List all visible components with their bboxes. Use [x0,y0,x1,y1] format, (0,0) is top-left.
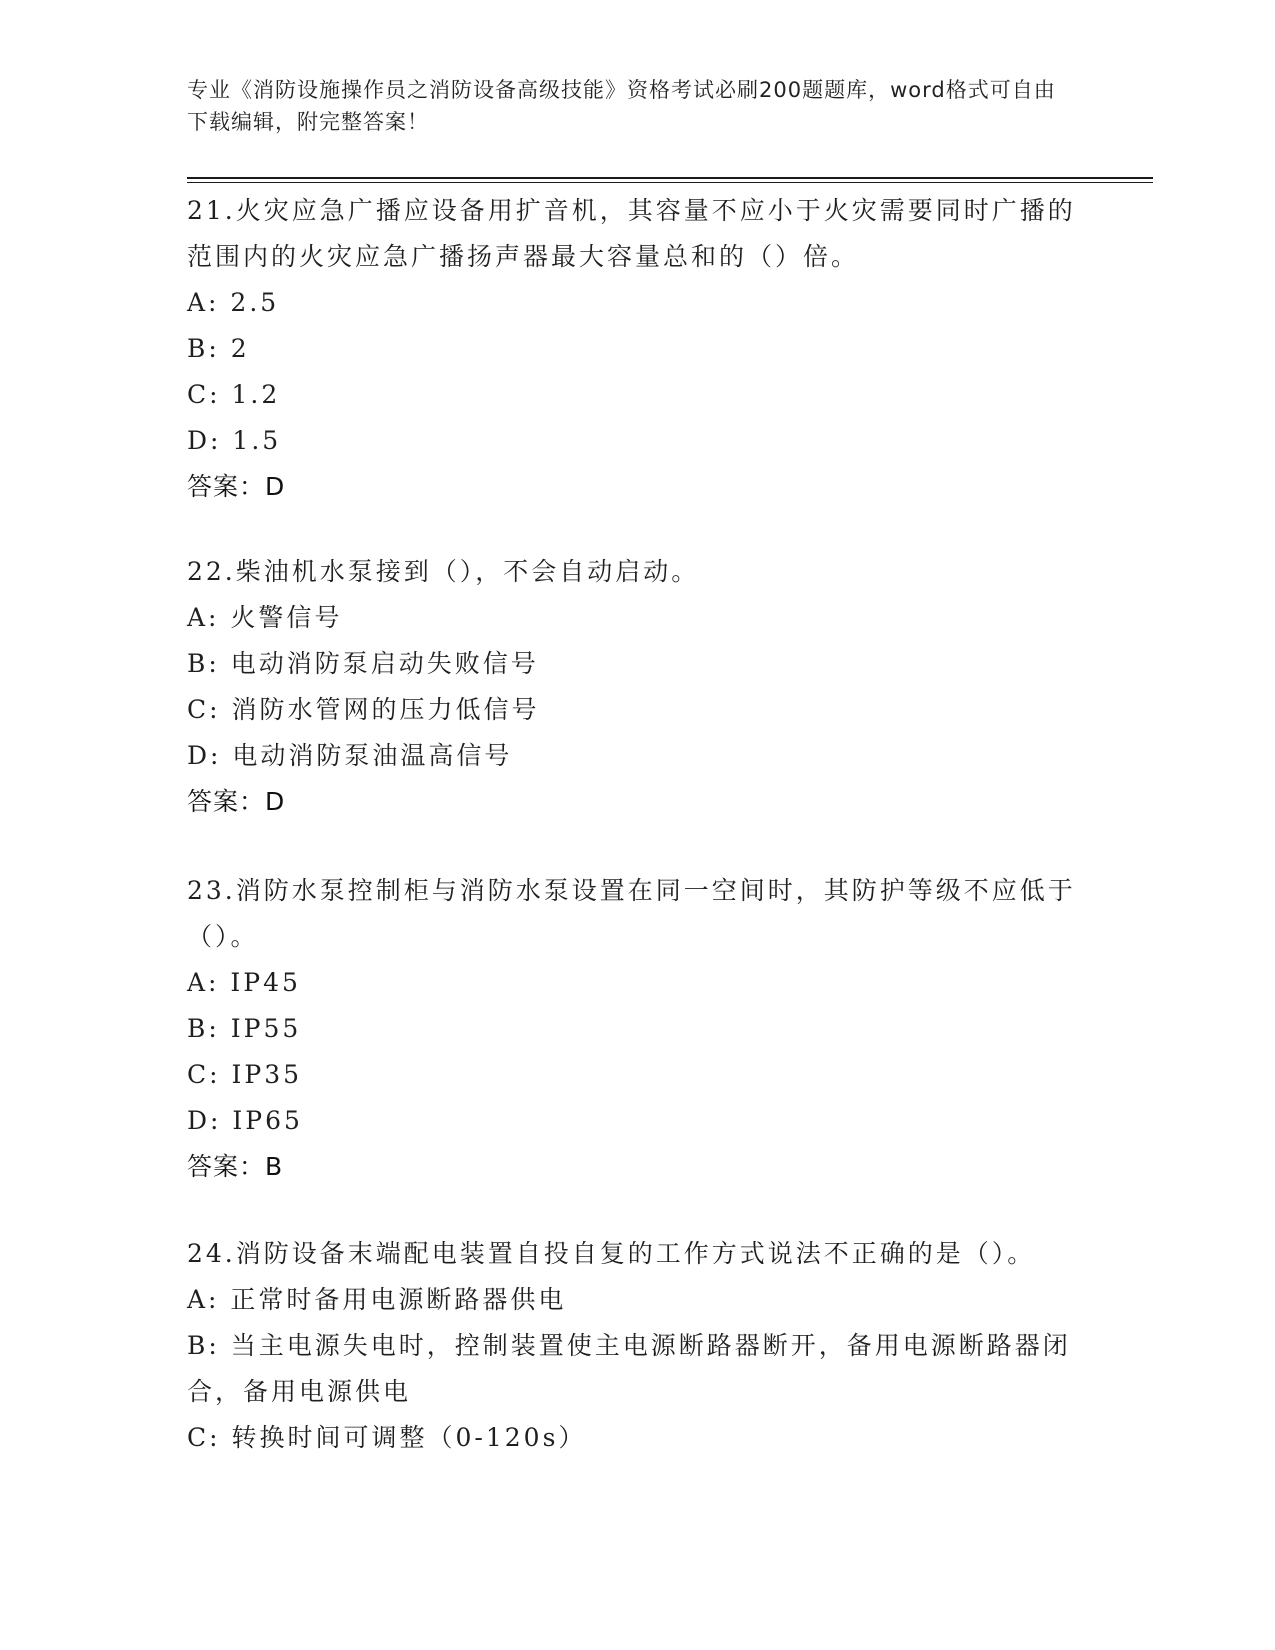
question-24 [187,1231,1087,1461]
option-b: B: 2 [187,334,250,363]
option-c: C: IP35 [187,1060,303,1089]
option-b: B: IP55 [187,1014,302,1043]
header-divider-thick [187,177,1153,179]
option-a: A: 正常时备用电源断路器供电 [187,1285,567,1314]
document-header: 专业《消防设施操作员之消防设备高级技能》资格考试必刷200题题库，word格式可自由下载编辑，附完整答案！ [187,78,1056,134]
question-stem: 23.消防水泵控制柜与消防水泵设置在同一空间时，其防护等级不应低于（）。 [187,876,1076,951]
option-d: D: IP65 [187,1106,303,1135]
answer: 答案：D [187,472,286,501]
header-divider-thin [187,182,1153,183]
option-c: C: 消防水管网的压力低信号 [187,695,540,724]
option-d: D: 1.5 [187,426,282,455]
option-a: A: IP45 [187,968,301,997]
option-b: B: 电动消防泵启动失败信号 [187,649,539,678]
option-b: B: 当主电源失电时，控制装置使主电源断路器断开，备用电源断路器闭合，备用电源供电 [187,1331,1071,1406]
question-23 [187,868,1087,1190]
question-22 [187,549,1087,825]
question-stem: 24.消防设备末端配电装置自投自复的工作方式说法不正确的是（）。 [187,1239,1036,1268]
option-a: A: 火警信号 [187,603,343,632]
option-a: A: 2.5 [187,288,280,317]
option-d: D: 电动消防泵油温高信号 [187,741,513,770]
answer: 答案：D [187,787,286,816]
option-c: C: 转换时间可调整（0-120s） [187,1423,587,1452]
answer: 答案：B [187,1152,284,1181]
question-stem: 22.柴油机水泵接到（），不会自动启动。 [187,557,700,586]
question-21 [187,188,1087,510]
option-c: C: 1.2 [187,380,281,409]
question-stem: 21.火灾应急广播应设备用扩音机，其容量不应小于火灾需要同时广播的范围内的火灾应急广播扬声器最大容量总和的（）倍。 [187,196,1076,271]
